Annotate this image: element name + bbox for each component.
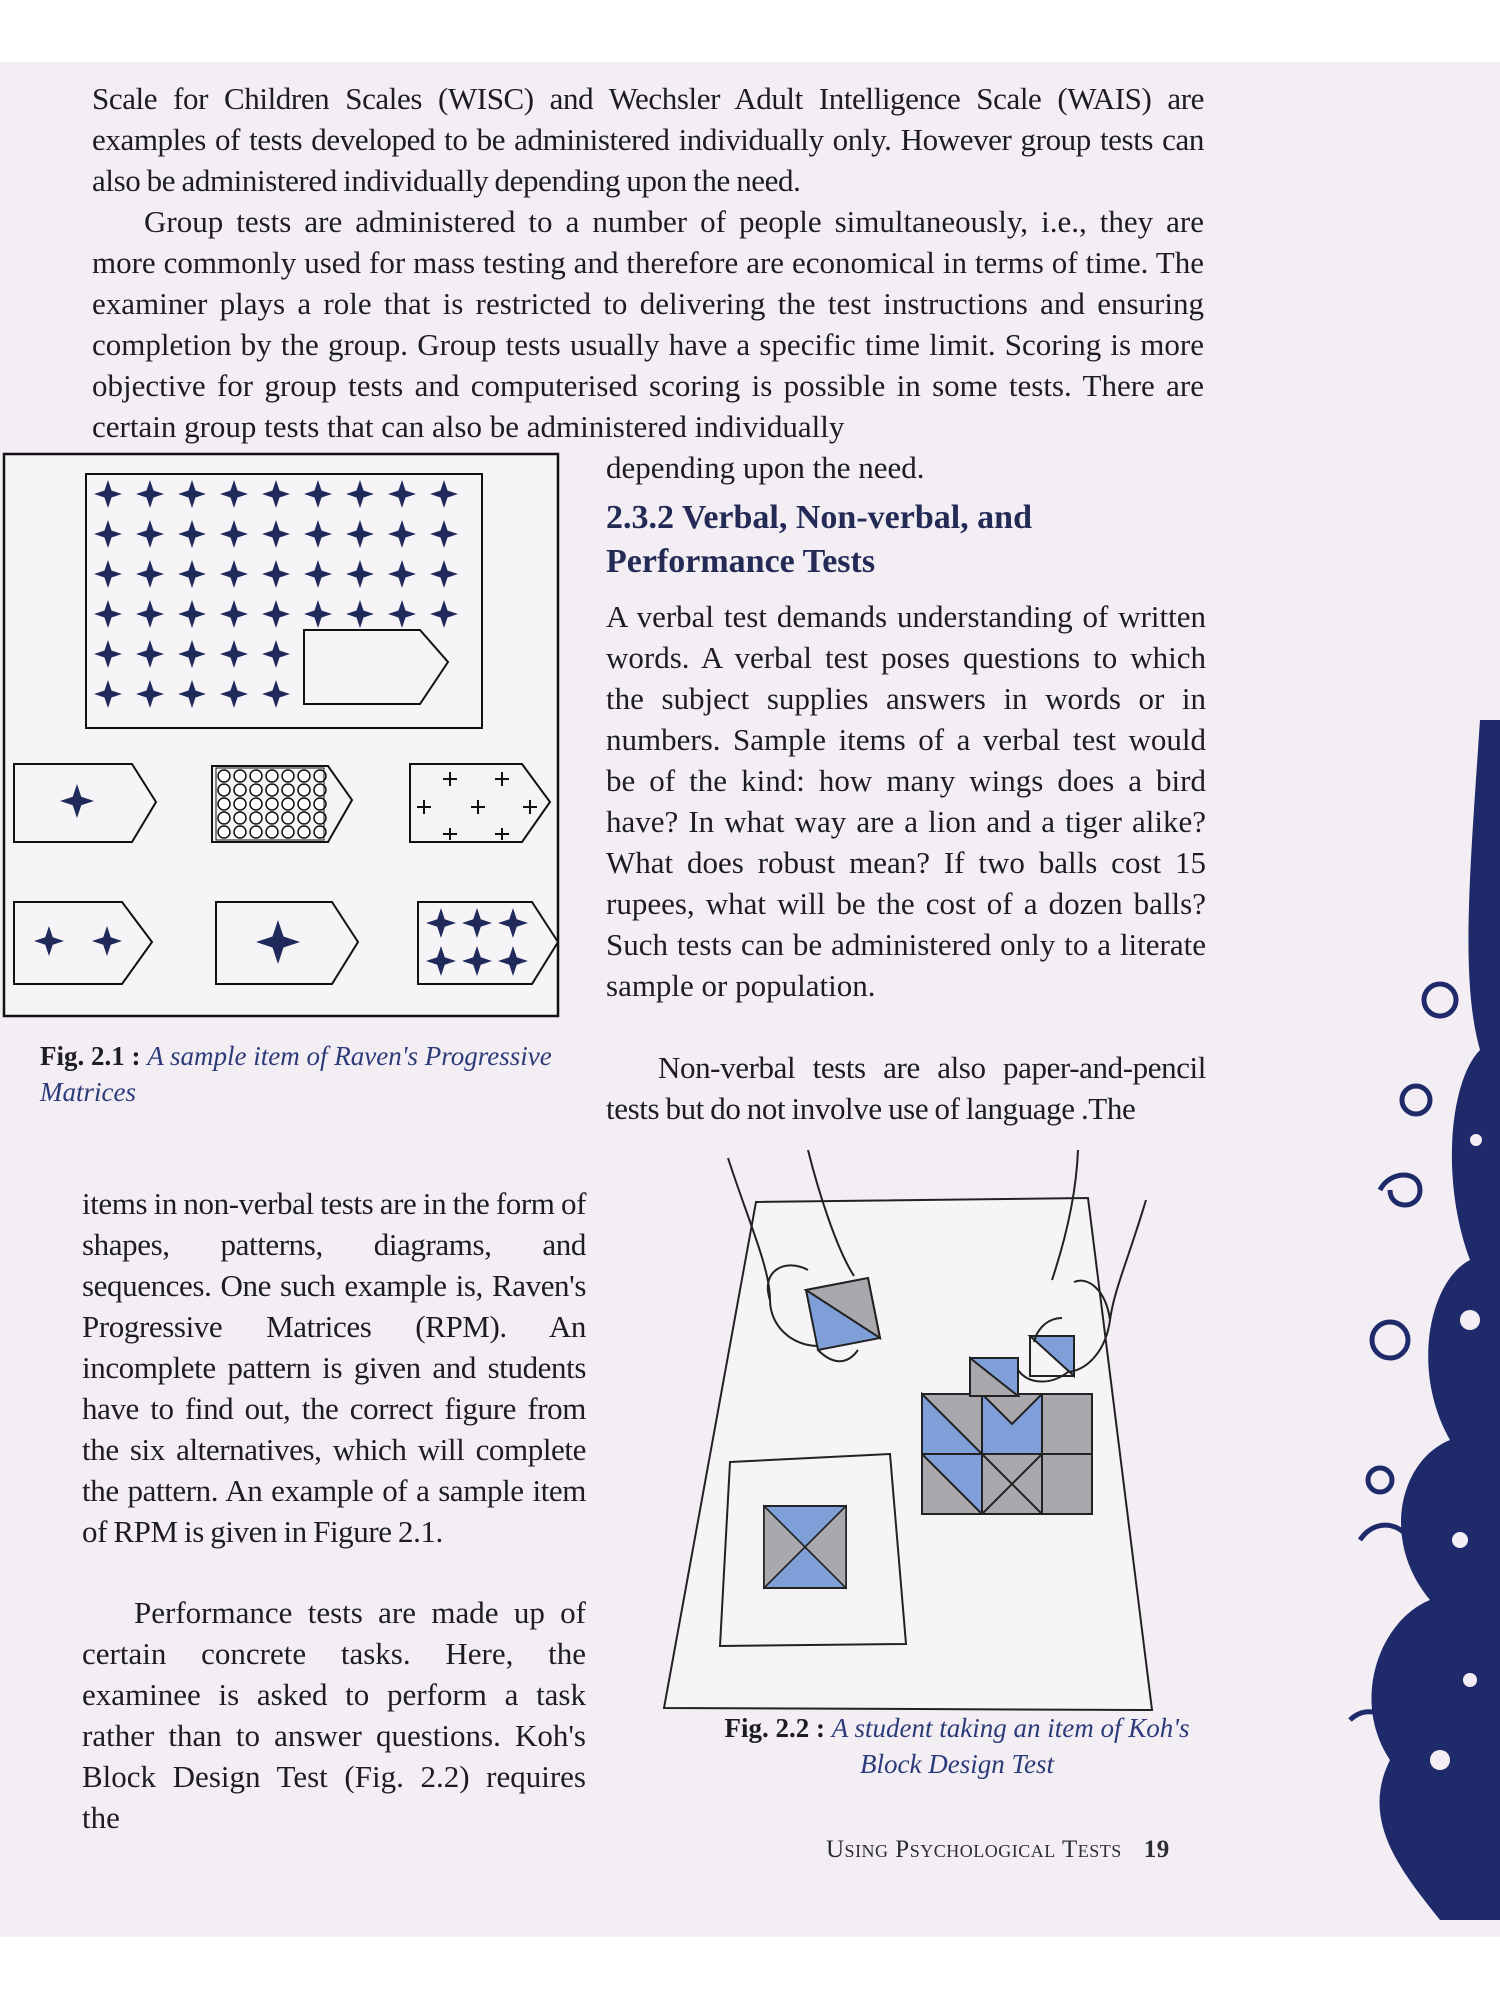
border-doodle [1320,720,1500,1920]
section-heading: 2.3.2 Verbal, Non-verbal, and Performance Tests [606,499,1032,580]
running-title: Using Psychological Tests [826,1836,1122,1863]
fig-2-2-label: Fig. 2.2 : [724,1713,825,1743]
fig-2-1-caption [40,1038,580,1110]
block-design [720,1454,906,1646]
page-number: 19 [1143,1836,1170,1863]
fig-2-1-text: A sample item of Raven's Progressive Matrices [40,1041,552,1107]
intro-paragraph: Scale for Children Scales (WISC) and Wechsler Adult Intelligence Scale (WAIS) are examples of tests developed to be administered individually only. However group tests can also be administered individually depending upon the need. [92,81,1204,198]
fig-2-2-caption [712,1710,1202,1782]
nonverbal-paragraph-start: Non-verbal tests are also paper-and-pencil tests but do not involve use of language .The [606,1050,1206,1126]
group-tests-paragraph: Group tests are administered to a number of people simultaneously, i.e., they are more commonly used for mass testing and therefore are economical in terms of time. The examiner plays a role that is restricted to delivering the test instructions and ensuring completion by the group. Group tests usually have a specific time limit. Scoring is more objective for group tests and computerised scoring is possible in some tests. There are certain group tests that can also be administered individually [92,204,1204,444]
grid-dots-pattern [212,766,352,842]
nonverbal-paragraph-continued: items in non-verbal tests are in the form of shapes, patterns, diagrams, and sequences. One such example is, Raven's Progressive Matrices (RPM). An incomplete pattern is given and students have to find out, the correct figure from the six alternatives, which will complete the pattern. An example of a sample item of RPM is given in Figure 2.1. [82,1186,586,1549]
fig-2-1-label: Fig. 2.1 : [40,1041,141,1071]
performance-paragraph: Performance tests are made up of certain concrete tasks. Here, the examinee is asked to perform a task rather than to answer questions. Koh's Block Design Test (Fig. 2.2) requires the [82,1595,586,1835]
page-footer [826,1836,1170,1864]
fig-2-2-text: A student taking an item of Koh's Block Design Test [831,1713,1190,1779]
block-design-figure [658,1150,1188,1720]
ravens-matrices-figure [2,452,562,1020]
group-tests-continued: depending upon the need. [606,450,925,485]
star-pattern [86,474,482,728]
verbal-paragraph: A verbal test demands understanding of written words. A verbal test poses questions to which the subject supplies answers in words or in numbers. Sample items of a verbal test would be of the kind: how many wings does a bird have? In what way are a lion and a tiger alike? What does robust mean? If two balls cost 15 rupees, what will be the cost of a dozen balls? Such tests can be administered only to a literate sample or population. [606,599,1206,1003]
